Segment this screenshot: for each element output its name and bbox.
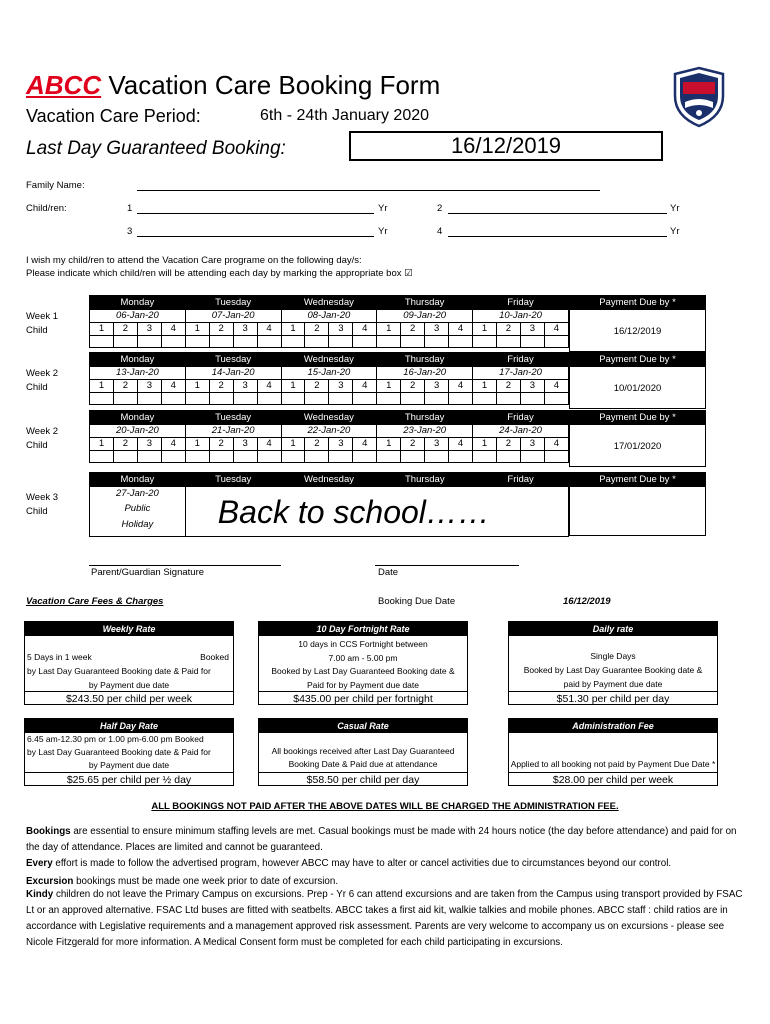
week3-monday-cell (90, 487, 186, 537)
daily-line-1: Single Days (590, 651, 636, 661)
date-friday: 17-Jan-20 (473, 367, 569, 380)
attendance-checkbox-wednesday-child-2[interactable] (305, 451, 329, 463)
admin-price: $28.00 per child per week (509, 772, 717, 787)
weekly-line-1b: Booked (200, 652, 229, 662)
week-3-payment-box (569, 472, 706, 536)
child-number-1: 1 (281, 380, 305, 393)
payment-due-box-2 (569, 352, 706, 409)
week3-day-friday: Friday (473, 473, 569, 487)
child-number-1: 1 (377, 380, 401, 393)
family-name-label: Family Name: (26, 180, 85, 191)
child-number-3: 3 (233, 323, 257, 336)
child-number-2: 2 (113, 380, 137, 393)
instruction-line-1: I wish my child/ren to attend the Vacation Care programe on the following day/s: (26, 255, 362, 266)
attendance-checkbox-wednesday-child-2[interactable] (305, 393, 329, 405)
child-number-2: 2 (113, 323, 137, 336)
child-number-1: 1 (473, 438, 497, 451)
attendance-checkbox-thursday-child-4[interactable] (449, 393, 473, 405)
child-slot-3: 3 (127, 226, 133, 237)
child-number-4: 4 (544, 323, 568, 336)
yr-label-1: Yr (378, 203, 388, 214)
attendance-checkbox-friday-child-4[interactable] (544, 336, 568, 348)
child-number-1: 1 (90, 438, 114, 451)
child-number-1: 1 (377, 323, 401, 336)
vacation-period (26, 106, 430, 127)
instruction-line-2: Please indicate which child/ren will be attending each day by marking the appropriate box ☑ (26, 268, 413, 279)
week-label-1 (26, 310, 58, 338)
week3-label-text: Week 3 (26, 492, 59, 503)
attendance-checkbox-wednesday-child-1[interactable] (281, 336, 305, 348)
attendance-checkbox-monday-child-2[interactable] (113, 336, 137, 348)
day-header-tuesday: Tuesday (185, 353, 281, 367)
attendance-checkbox-thursday-child-1[interactable] (377, 336, 401, 348)
child-number-1: 1 (185, 323, 209, 336)
note-bookings-text: are essential to ensure minimum staffing levels are met. Casual bookings must be made with 24 hours notice (the day before attendance) and paid for on the day of attendance. Places are limited and cannot be guaranteed. (26, 826, 737, 853)
daily-line-2: Booked by Last Day Guarantee Booking date & (523, 665, 703, 675)
note-excursion-text: bookings must be made one week prior to date of excursion. (73, 876, 339, 887)
child-number-4: 4 (544, 380, 568, 393)
attendance-checkbox-friday-child-2[interactable] (496, 336, 520, 348)
payment-due-header: Payment Due by * (570, 296, 705, 310)
week-child-label: Child (26, 325, 48, 336)
day-header-wednesday: Wednesday (281, 353, 377, 367)
date-tuesday: 07-Jan-20 (185, 310, 281, 323)
child-number-1: 1 (281, 438, 305, 451)
attendance-checkbox-wednesday-child-3[interactable] (329, 393, 353, 405)
attendance-checkbox-tuesday-child-1[interactable] (185, 393, 209, 405)
child-number-2: 2 (209, 438, 233, 451)
child-number-4: 4 (161, 323, 185, 336)
last-day-date-box: 16/12/2019 (349, 131, 663, 161)
children-label: Child/ren: (26, 203, 67, 214)
week-child-label: Child (26, 382, 48, 393)
child-number-1: 1 (185, 380, 209, 393)
attendance-checkbox-wednesday-child-4[interactable] (353, 336, 377, 348)
child-number-2: 2 (401, 380, 425, 393)
last-day-label: Last Day Guaranteed Booking: (26, 138, 286, 159)
child-number-1: 1 (185, 438, 209, 451)
child-number-2: 2 (113, 438, 137, 451)
attendance-checkbox-tuesday-child-2[interactable] (209, 451, 233, 463)
fortnight-line-1: 10 days in CCS Fortnight between (298, 639, 428, 649)
child-number-2: 2 (496, 380, 520, 393)
date-tuesday: 14-Jan-20 (185, 367, 281, 380)
attendance-checkbox-thursday-child-3[interactable] (425, 393, 449, 405)
child-number-4: 4 (544, 438, 568, 451)
attendance-checkbox-monday-child-4[interactable] (161, 451, 185, 463)
attendance-checkbox-monday-child-1[interactable] (90, 336, 114, 348)
payment-due-date: 10/01/2020 (613, 383, 662, 394)
weekly-line-1a: 5 Days in 1 week (27, 652, 92, 662)
date-friday: 24-Jan-20 (473, 425, 569, 438)
child-number-4: 4 (353, 323, 377, 336)
child-number-1: 1 (90, 380, 114, 393)
attendance-checkbox-wednesday-child-1[interactable] (281, 451, 305, 463)
week-grid-3 (89, 410, 569, 463)
half-day-line-2: by Last Day Guaranteed Booking date & Paid for (27, 747, 211, 757)
week3-child-label: Child (26, 506, 48, 517)
attendance-checkbox-tuesday-child-2[interactable] (209, 336, 233, 348)
attendance-checkbox-wednesday-child-3[interactable] (329, 451, 353, 463)
child-number-4: 4 (449, 323, 473, 336)
attendance-checkbox-tuesday-child-4[interactable] (257, 393, 281, 405)
attendance-checkbox-tuesday-child-4[interactable] (257, 451, 281, 463)
day-header-monday: Monday (90, 353, 186, 367)
child-number-3: 3 (520, 438, 544, 451)
child-number-2: 2 (305, 438, 329, 451)
attendance-checkbox-monday-child-1[interactable] (90, 393, 114, 405)
payment-due-date: 17/01/2020 (613, 441, 662, 452)
attendance-checkbox-wednesday-child-4[interactable] (353, 393, 377, 405)
yr-label-3: Yr (378, 226, 388, 237)
week-grid-2 (89, 352, 569, 405)
daily-rate-box (508, 621, 718, 705)
signature-label: Parent/Guardian Signature (91, 567, 205, 578)
period-label: Vacation Care Period: (26, 106, 201, 126)
child-number-3: 3 (137, 380, 161, 393)
child-number-3: 3 (329, 323, 353, 336)
child-number-1: 1 (377, 438, 401, 451)
note-bookings-bold: Bookings (26, 826, 71, 837)
attendance-checkbox-friday-child-2[interactable] (496, 451, 520, 463)
date-monday: 13-Jan-20 (90, 367, 186, 380)
week-label-text: Week 2 (26, 426, 59, 437)
child-number-4: 4 (353, 438, 377, 451)
day-header-friday: Friday (473, 411, 569, 425)
casual-price: $58.50 per child per day (259, 772, 467, 787)
half-day-line-1: 6.45 am-12.30 pm or 1.00 pm-6.00 pm Booked (27, 734, 204, 744)
yr-label-4: Yr (670, 226, 680, 237)
daily-line-3: paid by Payment due date (563, 679, 663, 689)
attendance-checkbox-monday-child-2[interactable] (113, 451, 137, 463)
daily-price: $51.30 per child per day (509, 691, 717, 706)
attendance-checkbox-tuesday-child-1[interactable] (185, 336, 209, 348)
school-crest-icon (671, 66, 727, 128)
attendance-checkbox-thursday-child-2[interactable] (401, 451, 425, 463)
casual-rate-box (258, 718, 468, 786)
child-number-4: 4 (161, 380, 185, 393)
attendance-checkbox-tuesday-child-2[interactable] (209, 393, 233, 405)
payment-due-header: Payment Due by * (570, 411, 705, 425)
attendance-checkbox-thursday-child-2[interactable] (401, 336, 425, 348)
child-2-field[interactable] (448, 213, 667, 214)
back-to-school-text: Back to school…… (185, 487, 568, 537)
weekly-line-2: by Last Day Guaranteed Booking date & Paid for (27, 666, 211, 676)
attendance-checkbox-tuesday-child-4[interactable] (257, 336, 281, 348)
day-header-thursday: Thursday (377, 353, 473, 367)
week-label-2 (26, 367, 58, 395)
date-wednesday: 15-Jan-20 (281, 367, 377, 380)
attendance-checkbox-wednesday-child-1[interactable] (281, 393, 305, 405)
attendance-checkbox-monday-child-3[interactable] (137, 451, 161, 463)
child-number-1: 1 (281, 323, 305, 336)
day-header-friday: Friday (473, 353, 569, 367)
child-slot-1: 1 (127, 203, 133, 214)
booking-due-label: Booking Due Date (378, 596, 456, 607)
child-number-3: 3 (425, 323, 449, 336)
child-number-3: 3 (425, 438, 449, 451)
child-number-3: 3 (233, 380, 257, 393)
attendance-checkbox-friday-child-3[interactable] (520, 393, 544, 405)
attendance-checkbox-friday-child-3[interactable] (520, 451, 544, 463)
child-number-2: 2 (305, 380, 329, 393)
date-monday: 20-Jan-20 (90, 425, 186, 438)
fortnight-rate-title: 10 Day Fortnight Rate (259, 622, 467, 636)
week-label-3 (26, 425, 58, 453)
attendance-checkbox-friday-child-1[interactable] (473, 393, 497, 405)
child-number-3: 3 (137, 323, 161, 336)
week-grid-1 (89, 295, 569, 348)
day-header-friday: Friday (473, 296, 569, 310)
date-thursday: 09-Jan-20 (377, 310, 473, 323)
week3-day-wednesday: Wednesday (281, 473, 377, 487)
week3-payment-header: Payment Due by * (570, 473, 705, 487)
weekly-price: $243.50 per child per week (25, 691, 233, 706)
date-label: Date (378, 567, 399, 578)
attendance-checkbox-monday-child-4[interactable] (161, 336, 185, 348)
attendance-checkbox-tuesday-child-3[interactable] (233, 451, 257, 463)
week3-day-thursday: Thursday (377, 473, 473, 487)
attendance-checkbox-friday-child-3[interactable] (520, 336, 544, 348)
form-title (26, 70, 440, 101)
casual-line-1: All bookings received after Last Day Guaranteed (271, 746, 455, 756)
attendance-checkbox-thursday-child-3[interactable] (425, 451, 449, 463)
day-header-tuesday: Tuesday (185, 411, 281, 425)
child-1-field[interactable] (137, 213, 374, 214)
attendance-checkbox-thursday-child-4[interactable] (449, 451, 473, 463)
note-kindy-bold: Kindy (26, 889, 54, 900)
attendance-checkbox-wednesday-child-3[interactable] (329, 336, 353, 348)
date-friday: 10-Jan-20 (473, 310, 569, 323)
attendance-checkbox-monday-child-2[interactable] (113, 393, 137, 405)
holiday-label: Holiday (121, 519, 154, 530)
child-number-4: 4 (257, 380, 281, 393)
payment-due-box-1 (569, 295, 706, 352)
terms-notes (26, 824, 746, 951)
fortnight-line-3: Booked by Last Day Guaranteed Booking date & (271, 666, 455, 676)
attendance-checkbox-friday-child-1[interactable] (473, 451, 497, 463)
date-thursday: 23-Jan-20 (377, 425, 473, 438)
child-number-2: 2 (305, 323, 329, 336)
admin-fee-box (508, 718, 718, 786)
child-number-4: 4 (449, 438, 473, 451)
casual-rate-title: Casual Rate (259, 719, 467, 733)
child-number-3: 3 (425, 380, 449, 393)
attendance-checkbox-friday-child-2[interactable] (496, 393, 520, 405)
attendance-checkbox-monday-child-1[interactable] (90, 451, 114, 463)
child-number-2: 2 (401, 438, 425, 451)
day-header-tuesday: Tuesday (185, 296, 281, 310)
child-number-2: 2 (401, 323, 425, 336)
admin-fee-title: Administration Fee (509, 719, 717, 733)
fees-heading: Vacation Care Fees & Charges (26, 596, 164, 607)
note-bookings (26, 824, 746, 856)
week-child-label: Child (26, 440, 48, 451)
note-kindy-text: children do not leave the Primary Campus on excursions. Prep - Yr 6 can attend excursions and are taken from the Campus using transport provided by FSAC Lt or an approved alternative. FSAC Ltd buses are fitted with seatbelts. ABCC takes a first aid kit, walkie talkies and mobile phones. ABCC staff : child ratios are in accordance with Legislative requirements and a management approved risk assessment. Parents are very welcome to accompany us on excursions - please see Nicole Fitzgerald for more information. A Medical Consent form must be completed for each child participating in excursions. (26, 889, 743, 948)
attendance-checkbox-thursday-child-4[interactable] (449, 336, 473, 348)
child-slot-4: 4 (437, 226, 443, 237)
week-3-grid (89, 472, 569, 537)
week-label-text: Week 2 (26, 368, 59, 379)
week3-date: 27-Jan-20 (116, 488, 159, 499)
child-number-4: 4 (353, 380, 377, 393)
child-slot-2: 2 (437, 203, 443, 214)
casual-line-2: Booking Date & Paid due at attendance (288, 759, 438, 769)
child-number-4: 4 (257, 323, 281, 336)
attendance-checkbox-friday-child-1[interactable] (473, 336, 497, 348)
attendance-checkbox-thursday-child-1[interactable] (377, 451, 401, 463)
date-thursday: 16-Jan-20 (377, 367, 473, 380)
child-number-3: 3 (137, 438, 161, 451)
child-3-field[interactable] (137, 236, 374, 237)
admin-fee-notice: ALL BOOKINGS NOT PAID AFTER THE ABOVE DATES WILL BE CHARGED THE ADMINISTRATION FEE. (151, 801, 619, 812)
date-wednesday: 22-Jan-20 (281, 425, 377, 438)
attendance-checkbox-monday-child-3[interactable] (137, 336, 161, 348)
brand-name: ABCC (26, 70, 102, 100)
attendance-checkbox-thursday-child-2[interactable] (401, 393, 425, 405)
attendance-checkbox-friday-child-4[interactable] (544, 393, 568, 405)
week-3-label (26, 491, 58, 519)
attendance-checkbox-thursday-child-1[interactable] (377, 393, 401, 405)
payment-due-date: 16/12/2019 (613, 326, 662, 337)
fortnight-line-2: 7.00 am - 5.00 pm (328, 652, 398, 663)
date-line[interactable] (375, 565, 519, 566)
week3-day-monday: Monday (90, 473, 186, 487)
daily-rate-title: Daily rate (509, 622, 717, 636)
attendance-checkbox-friday-child-4[interactable] (544, 451, 568, 463)
note-every-text: effort is made to follow the advertised program, however ABCC may have to alter or cancel activities due to circumstances beyond our control. (52, 858, 672, 869)
fortnight-line-4: Paid for by Payment due date (307, 679, 419, 690)
day-header-monday: Monday (90, 411, 186, 425)
child-number-1: 1 (90, 323, 114, 336)
signature-line[interactable] (89, 565, 281, 566)
child-number-4: 4 (161, 438, 185, 451)
attendance-checkbox-tuesday-child-3[interactable] (233, 336, 257, 348)
week3-day-tuesday: Tuesday (185, 473, 281, 487)
admin-line-1: Applied to all booking not paid by Payment Due Date * (510, 759, 716, 769)
attendance-checkbox-monday-child-4[interactable] (161, 393, 185, 405)
attendance-checkbox-wednesday-child-4[interactable] (353, 451, 377, 463)
half-day-rate-title: Half Day Rate (25, 719, 233, 733)
half-day-line-3: by Payment due date (88, 760, 170, 770)
child-number-3: 3 (329, 438, 353, 451)
title-text: Vacation Care Booking Form (108, 70, 441, 100)
attendance-checkbox-tuesday-child-1[interactable] (185, 451, 209, 463)
weekly-line-3: by Payment due date (88, 680, 170, 690)
week-label-text: Week 1 (26, 311, 59, 322)
weekly-rate-title: Weekly Rate (25, 622, 233, 636)
attendance-checkbox-wednesday-child-2[interactable] (305, 336, 329, 348)
day-header-wednesday: Wednesday (281, 296, 377, 310)
child-number-3: 3 (520, 380, 544, 393)
child-number-2: 2 (209, 380, 233, 393)
day-header-monday: Monday (90, 296, 186, 310)
attendance-checkbox-tuesday-child-3[interactable] (233, 393, 257, 405)
child-number-3: 3 (329, 380, 353, 393)
note-kindy (26, 887, 746, 951)
date-monday: 06-Jan-20 (90, 310, 186, 323)
note-excursion-bold: Excursion (26, 876, 74, 887)
note-every (26, 856, 746, 872)
child-number-1: 1 (473, 380, 497, 393)
weekly-rate-box (24, 621, 234, 705)
child-number-4: 4 (257, 438, 281, 451)
child-number-2: 2 (209, 323, 233, 336)
child-number-2: 2 (496, 323, 520, 336)
fortnight-rate-box (258, 621, 468, 705)
payment-due-box-3 (569, 410, 706, 467)
public-label: Public (124, 503, 151, 514)
note-excursion (26, 876, 746, 887)
fortnight-price: $435.00 per child per fortnight (259, 691, 467, 706)
date-tuesday: 21-Jan-20 (185, 425, 281, 438)
attendance-checkbox-monday-child-3[interactable] (137, 393, 161, 405)
day-header-thursday: Thursday (377, 296, 473, 310)
date-wednesday: 08-Jan-20 (281, 310, 377, 323)
child-4-field[interactable] (448, 236, 667, 237)
attendance-checkbox-thursday-child-3[interactable] (425, 336, 449, 348)
payment-due-header: Payment Due by * (570, 353, 705, 367)
child-number-2: 2 (496, 438, 520, 451)
child-number-3: 3 (233, 438, 257, 451)
child-number-1: 1 (473, 323, 497, 336)
half-day-rate-box (24, 718, 234, 786)
child-number-3: 3 (520, 323, 544, 336)
note-every-bold: Every (26, 858, 53, 869)
yr-label-2: Yr (670, 203, 680, 214)
day-header-thursday: Thursday (377, 411, 473, 425)
family-name-field[interactable] (137, 190, 600, 191)
booking-due-date: 16/12/2019 (563, 596, 611, 607)
half-day-price: $25.65 per child per ½ day (25, 772, 233, 787)
period-dates: 6th - 24th January 2020 (260, 107, 430, 124)
child-number-4: 4 (449, 380, 473, 393)
day-header-wednesday: Wednesday (281, 411, 377, 425)
